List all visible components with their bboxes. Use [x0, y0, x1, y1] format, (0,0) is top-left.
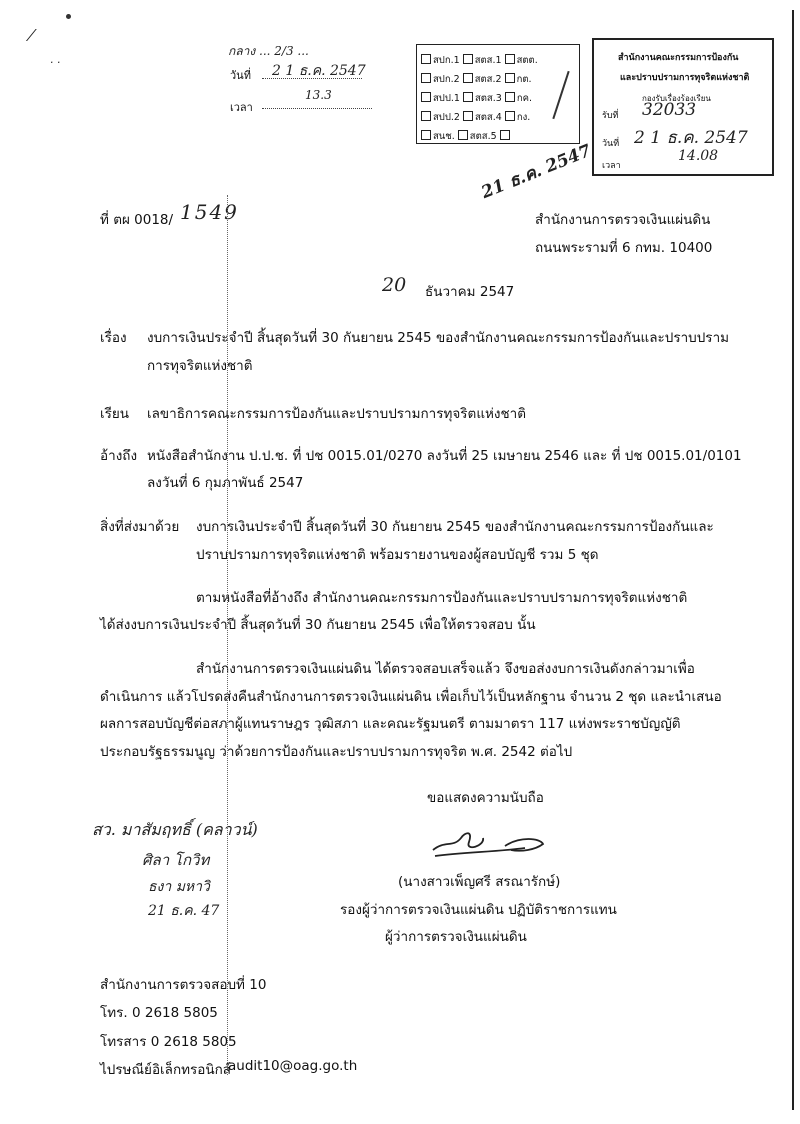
- footer-email-label: ไปรษณีย์อิเล็กทรอนิกส์: [100, 1062, 232, 1078]
- receipt-time-label: เวลา: [602, 161, 621, 171]
- route-label: สตส.3: [474, 93, 502, 104]
- route-label: สปป.1: [433, 93, 460, 104]
- scan-mark: ⁄: [30, 26, 33, 45]
- footer-office: สำนักงานการตรวจสอบที่ 10: [100, 977, 267, 993]
- receipt-unit: กองรับเรื่องร้องเรียน: [642, 94, 711, 103]
- route-label: สตส.2: [474, 74, 502, 85]
- receipt-org-line2: และปราบปรามการทุจริตแห่งชาติ: [620, 73, 750, 83]
- receipt-time-value: 14.08: [678, 148, 719, 164]
- doc-number-value: 1549: [180, 200, 239, 224]
- stamp-time: 13.3: [305, 88, 332, 102]
- reference-line1: หนังสือสำนักงาน ป.ป.ช. ที่ ปช 0015.01/0270 ลงวันที่ 25 เมษายน 2546 และ ที่ ปช 0015.01/0101: [147, 448, 742, 464]
- date-month-year: ธันวาคม 2547: [425, 284, 515, 300]
- route-label: สปก.1: [433, 55, 460, 66]
- date-day: 20: [382, 274, 407, 296]
- checkbox-icon[interactable]: [505, 54, 515, 64]
- paragraph1-line2: ได้ส่งงบการเงินประจำปี สิ้นสุดวันที่ 30 กันยายน 2545 เพื่อให้ตรวจสอบ นั้น: [100, 617, 536, 633]
- checkbox-icon[interactable]: [421, 111, 431, 121]
- route-label: สตต.: [516, 55, 538, 66]
- stamp-dotline: [262, 78, 362, 79]
- receipt-stamp: [592, 38, 774, 176]
- handwritten-note: 21 ธ.ค. 47: [148, 903, 220, 919]
- signature-image: [425, 818, 555, 868]
- routing-checkbox-box: [416, 44, 580, 144]
- checkbox-icon[interactable]: [463, 73, 473, 83]
- scan-line: [792, 10, 794, 1110]
- signer-title2: ผู้ว่าการตรวจเงินแผ่นดิน: [385, 929, 527, 945]
- receipt-no-value: 32033: [642, 100, 697, 120]
- route-label: สตส.4: [474, 112, 502, 123]
- checkbox-icon[interactable]: [421, 92, 431, 102]
- doc-number-prefix: ที่ ตผ 0018/: [100, 212, 174, 228]
- checkbox-icon[interactable]: [421, 73, 431, 83]
- stamp-line: กลาง ... 2/3 ...: [228, 44, 309, 58]
- checkbox-icon[interactable]: [505, 73, 515, 83]
- route-label: สปป.2: [433, 112, 460, 123]
- sender-line1: สำนักงานการตรวจเงินแผ่นดิน: [535, 212, 711, 228]
- route-label: สตส.5: [469, 131, 497, 142]
- subject-line2: การทุจริตแห่งชาติ: [147, 358, 253, 374]
- route-label: กง.: [516, 112, 531, 123]
- paragraph2-line2: ดำเนินการ แล้วโปรดส่งคืนสำนักงานการตรวจเงินแผ่นดิน เพื่อเก็บไว้เป็นหลักฐาน จำนวน 2 ชุด และนำเสนอ: [100, 689, 722, 705]
- footer-tel: โทร. 0 2618 5805: [100, 1005, 218, 1021]
- receipt-date-value: 2 1 ธ.ค. 2547: [634, 128, 748, 148]
- stamp-time-label: เวลา: [230, 101, 253, 114]
- paragraph2-line1: สำนักงานการตรวจเงินแผ่นดิน ได้ตรวจสอบเสร็จแล้ว จึงขอส่งงบการเงินดังกล่าวมาเพื่อ: [196, 661, 695, 677]
- paragraph1-line1: ตามหนังสือที่อ้างถึง สำนักงานคณะกรรมการป้องกันและปราบปรามการทุจริตแห่งชาติ: [196, 590, 688, 606]
- checkbox-icon[interactable]: [463, 54, 473, 64]
- route-label: สปก.2: [433, 74, 460, 85]
- footer-email[interactable]: audit10@oag.go.th: [228, 1058, 358, 1074]
- salutation-label: เรียน: [100, 406, 130, 422]
- routing-handwritten-date: 21 ธ.ค. 2547: [478, 140, 595, 204]
- scan-mark: · ·: [50, 56, 61, 69]
- handwritten-note: สว. มาสัมฤทธิ์ (คลาวน์): [92, 820, 258, 839]
- checkbox-icon[interactable]: [505, 92, 515, 102]
- reference-line2: ลงวันที่ 6 กุมภาพันธ์ 2547: [147, 475, 304, 491]
- checkbox-icon[interactable]: [505, 111, 515, 121]
- signer-title1: รองผู้ว่าการตรวจเงินแผ่นดิน ปฏิบัติราชการแทน: [340, 902, 617, 918]
- stamp-dotline: [262, 108, 372, 109]
- scan-fold-line: [227, 195, 229, 1075]
- sender-line2: ถนนพระรามที่ 6 กทม. 10400: [535, 240, 713, 256]
- closing: ขอแสดงความนับถือ: [427, 790, 544, 806]
- subject-label: เรื่อง: [100, 330, 127, 346]
- enclosure-line1: งบการเงินประจำปี สิ้นสุดวันที่ 30 กันยายน 2545 ของสำนักงานคณะกรรมการป้องกันและ: [196, 519, 714, 535]
- handwritten-note: ธงา มหาวิ: [148, 879, 210, 895]
- handwritten-note: ศิลา โกวิท: [142, 851, 210, 869]
- subject-line1: งบการเงินประจำปี สิ้นสุดวันที่ 30 กันยายน 2545 ของสำนักงานคณะกรรมการป้องกันและปราบปราม: [147, 330, 730, 346]
- footer-fax: โทรสาร 0 2618 5805: [100, 1034, 237, 1050]
- checkbox-icon[interactable]: [458, 130, 468, 140]
- stamp-date-label: วันที่: [230, 69, 251, 82]
- receipt-no-label: รับที่: [602, 111, 619, 121]
- route-label: สตส.1: [474, 55, 502, 66]
- checkbox-icon[interactable]: [500, 130, 510, 140]
- salutation-text: เลขาธิการคณะกรรมการป้องกันและปราบปรามการทุจริตแห่งชาติ: [147, 406, 527, 422]
- signer-name: (นางสาวเพ็ญศรี สรณารักษ์): [398, 874, 561, 890]
- receipt-org-line1: สำนักงานคณะกรรมการป้องกัน: [618, 53, 739, 63]
- route-label: สนช.: [433, 131, 455, 142]
- enclosure-label: สิ่งที่ส่งมาด้วย: [100, 519, 180, 535]
- enclosure-line2: ปราบปรามการทุจริตแห่งชาติ พร้อมรายงานของผู้สอบบัญชี รวม 5 ชุด: [196, 547, 599, 563]
- stamp-date: 2 1 ธ.ค. 2547: [272, 63, 366, 79]
- checkbox-icon[interactable]: [463, 92, 473, 102]
- paragraph2-line4: ประกอบรัฐธรรมนูญ ว่าด้วยการป้องกันและปราบปรามการทุจริต พ.ศ. 2542 ต่อไป: [100, 744, 573, 760]
- reference-label: อ้างถึง: [100, 448, 138, 464]
- route-label: กค.: [516, 93, 532, 104]
- scan-speck: [66, 14, 71, 19]
- checkbox-icon[interactable]: [463, 111, 473, 121]
- receipt-date-label: วันที่: [602, 139, 620, 149]
- checkbox-icon[interactable]: [421, 54, 431, 64]
- paragraph2-line3: ผลการสอบบัญชีต่อสภาผู้แทนราษฎร วุฒิสภา และคณะรัฐมนตรี ตามมาตรา 117 แห่งพระราชบัญญัติ: [100, 716, 681, 732]
- route-label: กต.: [516, 74, 532, 85]
- checkbox-icon[interactable]: [421, 130, 431, 140]
